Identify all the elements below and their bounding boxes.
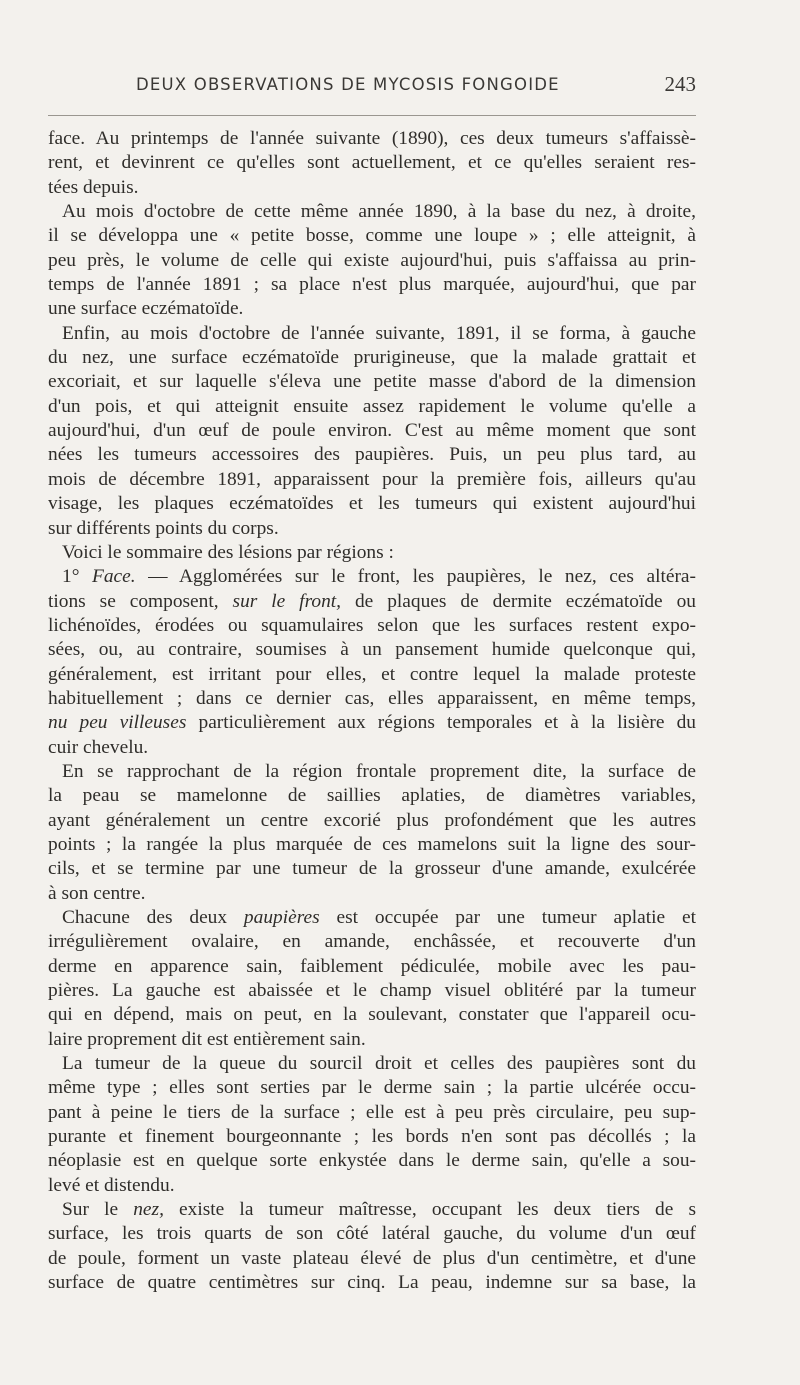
text-segment: derme en apparence sain, faiblement pédiculée, mobile avec les pau-	[48, 955, 696, 977]
text-segment: il se développa une « petite bosse, comme une loupe » ; elle atteignit, à	[48, 225, 696, 247]
text-segment: La tumeur de la queue du sourcil droit et celles des paupières sont du	[62, 1053, 696, 1075]
text-line	[48, 249, 696, 273]
text-line	[48, 590, 696, 614]
text-segment: cuir chevelu.	[48, 736, 149, 758]
text-segment: Au mois d'octobre de cette même année 1890, à la base du nez, à droite,	[62, 201, 696, 223]
text-segment: de poule, forment un vaste plateau élevé de plus d'un centimètre, et d'une	[48, 1247, 696, 1269]
text-line	[48, 979, 696, 1003]
text-segment: est occupée par une tumeur aplatie et	[319, 907, 696, 928]
text-segment: rent, et devinrent ce qu'elles sont actuellement, et ce qu'elles seraient res-	[48, 152, 696, 174]
text-line	[48, 346, 696, 370]
text-line	[48, 833, 696, 857]
text-segment: même type ; elles sont serties par le derme sain ; la partie ulcérée occu-	[48, 1077, 696, 1099]
text-line	[48, 1028, 696, 1052]
text-line	[48, 955, 696, 979]
text-line	[48, 443, 696, 467]
text-segment: sur différents points du corps.	[48, 517, 279, 539]
text-segment: d'un pois, et qui atteignit ensuite assez rapidement le volume qu'elle a	[48, 395, 696, 417]
text-line	[48, 687, 696, 711]
text-line	[48, 1247, 696, 1271]
running-title: DEUX OBSERVATIONS DE MYCOSIS FONGOIDE	[136, 75, 560, 94]
text-segment: Chacune des deux	[62, 907, 244, 928]
text-segment: de plaques de dermite eczématoïde ou	[341, 590, 696, 612]
text-line	[48, 322, 696, 346]
text-line	[48, 1125, 696, 1149]
italic-text: paupières	[243, 907, 320, 928]
text-segment: excoriait, et sur laquelle s'éleva une petite masse d'abord de la dimension	[48, 371, 696, 393]
text-line	[48, 200, 696, 224]
italic-text: nu peu villeuses	[48, 712, 187, 734]
text-line	[48, 736, 696, 760]
text-segment: points ; la rangée la plus marquée de ces mamelons suit la ligne des sour-	[48, 833, 696, 855]
text-segment: Sur le	[62, 1199, 134, 1221]
text-segment: la peau se mamelonne de saillies aplaties, de diamètres variables,	[48, 785, 696, 807]
text-line	[48, 541, 696, 565]
text-segment: cils, et se termine par une tumeur de la grosseur d'une amande, exulcérée	[48, 858, 696, 880]
text-segment: surface, les trois quarts de son côté latéral gauche, du volume d'un œuf	[48, 1223, 696, 1245]
text-line	[48, 1149, 696, 1173]
text-line	[48, 1052, 696, 1076]
text-line	[48, 468, 696, 492]
text-line	[48, 1271, 696, 1295]
text-segment: visage, les plaques eczématoïdes et les tumeurs qui existent aujourd'hui	[48, 493, 696, 515]
text-segment: Enfin, au mois d'octobre de l'année suivante, 1891, il se forma, à gauche	[62, 322, 696, 344]
text-line	[48, 517, 696, 541]
text-line	[48, 614, 696, 638]
text-line	[48, 784, 696, 808]
text-line	[48, 857, 696, 881]
text-line	[48, 1076, 696, 1100]
text-segment: 1°	[62, 566, 92, 588]
text-line	[48, 297, 696, 321]
text-segment: sées, ou, au contraire, soumises à un pansement humide quelconque qui,	[48, 639, 696, 661]
text-line	[48, 273, 696, 297]
header-rule	[48, 115, 696, 116]
text-segment: purante et finement bourgeonnante ; les bords n'en sont pas décollés ; la	[48, 1126, 696, 1148]
text-segment: une surface eczématoïde.	[48, 298, 244, 320]
text-segment: particulièrement aux régions temporales et à la lisière du	[186, 712, 696, 734]
text-segment: laire proprement dit est entièrement sain.	[48, 1028, 366, 1050]
italic-text: sur le front,	[232, 590, 342, 612]
body-text	[48, 127, 696, 1296]
text-segment: généralement, est irritant pour elles, et contre lequel la malade proteste	[48, 663, 696, 685]
text-segment: face. Au printemps de l'année suivante (1890), ces deux tumeurs s'affaissè-	[48, 128, 696, 149]
text-segment: habituellement ; dans ce dernier cas, elles apparaissent, en même temps,	[48, 687, 696, 709]
text-line	[48, 565, 696, 589]
text-line	[48, 760, 696, 784]
text-line	[48, 176, 696, 200]
text-segment: Voici le sommaire des lésions par régions :	[62, 541, 394, 563]
text-segment: tions se composent,	[48, 590, 233, 612]
text-segment: surface de quatre centimètres sur cinq. La peau, indemne sur sa base, la	[48, 1272, 696, 1294]
text-line	[48, 395, 696, 419]
text-line	[48, 224, 696, 248]
text-line	[48, 930, 696, 954]
text-segment: mois de décembre 1891, apparaissent pour la première fois, ailleurs qu'au	[48, 468, 696, 490]
text-line	[48, 809, 696, 833]
page-number: 243	[664, 72, 696, 96]
text-line	[48, 419, 696, 443]
text-line	[48, 638, 696, 662]
text-segment: tées depuis.	[48, 176, 139, 198]
text-segment: En se rapprochant de la région frontale proprement dite, la surface de	[62, 760, 696, 782]
text-segment: peu près, le volume de celle qui existe aujourd'hui, puis s'affaissa au prin-	[48, 249, 696, 271]
text-segment: nées les tumeurs accessoires des paupières. Puis, un peu plus tard, au	[48, 444, 696, 466]
text-segment: qui en dépend, mais on peut, en la soulevant, constater que l'appareil ocu-	[48, 1004, 696, 1026]
text-segment: ayant généralement un centre excorié plus profondément que les autres	[48, 809, 696, 831]
italic-text: nez,	[133, 1199, 164, 1221]
text-line	[48, 492, 696, 516]
text-segment: levé et distendu.	[48, 1174, 175, 1196]
italic-text: Face.	[91, 566, 136, 588]
text-segment: temps de l'année 1891 ; sa place n'est plus marquée, aujourd'hui, que par	[48, 274, 696, 296]
text-line	[48, 663, 696, 687]
text-segment: existe la tumeur maîtresse, occupant les deux tiers de s	[163, 1199, 696, 1221]
text-segment: — Agglomérées sur le front, les paupières, le nez, ces altéra-	[135, 566, 696, 588]
text-segment: aujourd'hui, d'un œuf de poule environ. C'est au même moment que sont	[48, 420, 696, 442]
text-segment: pières. La gauche est abaissée et le champ visuel oblitéré par la tumeur	[48, 980, 696, 1002]
text-line	[48, 1198, 696, 1222]
text-line	[48, 370, 696, 394]
text-line	[48, 1222, 696, 1246]
text-line	[48, 127, 696, 151]
text-line	[48, 1174, 696, 1198]
text-line	[48, 151, 696, 175]
text-segment: pant à peine le tiers de la surface ; elle est à peu près circulaire, peu sup-	[48, 1101, 696, 1123]
text-line	[48, 906, 696, 930]
text-line	[48, 1003, 696, 1027]
text-segment: néoplasie est en quelque sorte enkystée dans le derme sain, qu'elle a sou-	[48, 1150, 696, 1172]
text-line	[48, 711, 696, 735]
text-line	[48, 882, 696, 906]
text-line	[48, 1101, 696, 1125]
page-header	[48, 72, 696, 102]
text-segment: à son centre.	[48, 882, 146, 904]
text-segment: du nez, une surface eczématoïde prurigineuse, que la malade grattait et	[48, 347, 696, 369]
text-segment: lichénoïdes, érodées ou squamulaires selon que les surfaces restent expo-	[48, 614, 696, 636]
text-segment: irrégulièrement ovalaire, en amande, enchâssée, et recouverte d'un	[48, 931, 696, 953]
